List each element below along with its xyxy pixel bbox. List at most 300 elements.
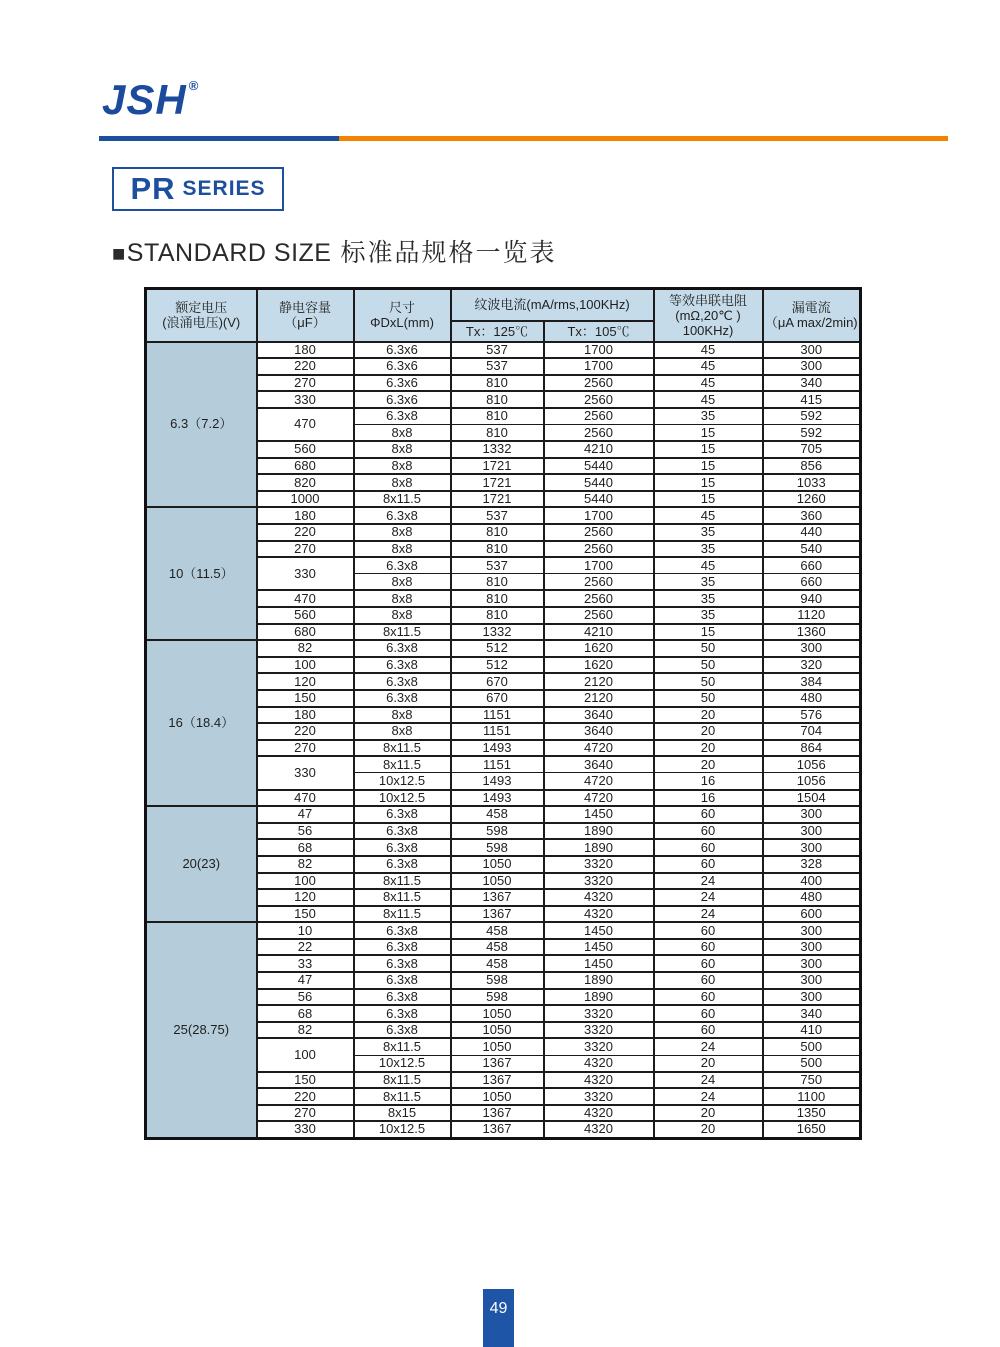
- ripple-105-cell: 4320: [544, 1055, 654, 1072]
- size-cell: 6.3x8: [354, 507, 451, 524]
- esr-cell: 60: [654, 839, 763, 856]
- size-cell: 6.3x8: [354, 989, 451, 1006]
- leakage-header-line2: （μA max/2min): [764, 315, 858, 331]
- leakage-cell: 660: [763, 557, 861, 574]
- ripple-105-cell: 1700: [544, 557, 654, 574]
- esr-cell: 45: [654, 342, 763, 359]
- esr-cell: 24: [654, 873, 763, 890]
- capacitance-cell: 120: [257, 889, 354, 906]
- capacitance-cell: 47: [257, 806, 354, 823]
- col-header-size: [354, 289, 451, 342]
- header-rule: [99, 136, 948, 141]
- leakage-cell: 750: [763, 1072, 861, 1089]
- size-cell: 8x11.5: [354, 491, 451, 508]
- standard-size-table: [144, 287, 862, 1140]
- esr-cell: 35: [654, 408, 763, 425]
- leakage-cell: 500: [763, 1038, 861, 1055]
- ripple-105-cell: 1890: [544, 823, 654, 840]
- capacitance-cell: 180: [257, 342, 354, 359]
- ripple-125-cell: 537: [451, 342, 544, 359]
- esr-cell: 60: [654, 955, 763, 972]
- ripple-105-cell: 4320: [544, 906, 654, 923]
- size-cell: 6.3x8: [354, 939, 451, 956]
- leakage-cell: 320: [763, 657, 861, 674]
- size-cell: 10x12.5: [354, 1121, 451, 1138]
- ripple-125-cell: 1050: [451, 856, 544, 873]
- ripple-105-cell: 2560: [544, 541, 654, 558]
- leakage-cell: 660: [763, 574, 861, 591]
- leakage-cell: 940: [763, 590, 861, 607]
- leakage-cell: 1504: [763, 790, 861, 807]
- esr-cell: 20: [654, 1055, 763, 1072]
- size-cell: 10x12.5: [354, 773, 451, 790]
- leakage-cell: 1650: [763, 1121, 861, 1138]
- capacitance-cell: 33: [257, 955, 354, 972]
- esr-cell: 35: [654, 574, 763, 591]
- ripple-105-cell: 3320: [544, 1038, 654, 1055]
- ripple-125-cell: 598: [451, 989, 544, 1006]
- ripple-105-cell: 1700: [544, 358, 654, 375]
- ripple-125-cell: 512: [451, 640, 544, 657]
- capacitance-cell: 68: [257, 839, 354, 856]
- size-cell: 8x8: [354, 441, 451, 458]
- esr-cell: 45: [654, 358, 763, 375]
- esr-cell: 20: [654, 723, 763, 740]
- size-cell: 8x11.5: [354, 756, 451, 773]
- ripple-105-cell: 2560: [544, 408, 654, 425]
- size-cell: 6.3x8: [354, 657, 451, 674]
- ripple-105-cell: 4210: [544, 441, 654, 458]
- esr-cell: 50: [654, 673, 763, 690]
- registered-mark-icon: ®: [188, 78, 200, 93]
- ripple-105-cell: 1700: [544, 342, 654, 359]
- size-cell: 6.3x8: [354, 640, 451, 657]
- ripple-125-cell: 598: [451, 839, 544, 856]
- capacitance-cell: 680: [257, 458, 354, 475]
- esr-header-line3: 100KHz): [682, 322, 734, 338]
- leakage-cell: 300: [763, 955, 861, 972]
- table-header: [146, 289, 861, 342]
- size-cell: 8x8: [354, 574, 451, 591]
- ripple-105-cell: 1450: [544, 955, 654, 972]
- capacitance-cell: 100: [257, 873, 354, 890]
- esr-cell: 16: [654, 773, 763, 790]
- ripple-125-cell: 537: [451, 507, 544, 524]
- voltage-cell: 25(28.75): [146, 922, 257, 1138]
- ripple-105-cell: 1450: [544, 939, 654, 956]
- section-title: [112, 233, 556, 269]
- ripple-105-cell: 4720: [544, 740, 654, 757]
- ripple-125-cell: 1493: [451, 790, 544, 807]
- leakage-cell: 300: [763, 989, 861, 1006]
- esr-cell: 15: [654, 458, 763, 475]
- jsh-logo: [102, 76, 199, 124]
- capacitance-cell: 56: [257, 989, 354, 1006]
- esr-cell: 35: [654, 590, 763, 607]
- ripple-105-cell: 2560: [544, 524, 654, 541]
- leakage-cell: 864: [763, 740, 861, 757]
- leakage-cell: 1056: [763, 773, 861, 790]
- ripple-125-cell: 1050: [451, 1005, 544, 1022]
- ripple-105-cell: 2560: [544, 574, 654, 591]
- capacitance-cell: 330: [257, 391, 354, 408]
- ripple-105-cell: 3320: [544, 1022, 654, 1039]
- capacitance-cell: 470: [257, 590, 354, 607]
- ripple-125-cell: 670: [451, 673, 544, 690]
- leakage-cell: 300: [763, 806, 861, 823]
- capacitance-cell: 180: [257, 707, 354, 724]
- leakage-cell: 360: [763, 507, 861, 524]
- size-cell: 6.3x6: [354, 391, 451, 408]
- ripple-105-cell: 1450: [544, 806, 654, 823]
- size-cell: 6.3x8: [354, 972, 451, 989]
- leakage-cell: 410: [763, 1022, 861, 1039]
- spec-table-body: [146, 342, 861, 1139]
- esr-cell: 60: [654, 939, 763, 956]
- col-header-tx105: Tx：105℃: [544, 321, 654, 342]
- leakage-cell: 300: [763, 358, 861, 375]
- esr-cell: 20: [654, 756, 763, 773]
- esr-cell: 24: [654, 1038, 763, 1055]
- leakage-cell: 600: [763, 906, 861, 923]
- leakage-cell: 415: [763, 391, 861, 408]
- size-cell: 6.3x8: [354, 557, 451, 574]
- size-cell: 8x8: [354, 541, 451, 558]
- size-cell: 6.3x6: [354, 375, 451, 392]
- esr-cell: 20: [654, 740, 763, 757]
- size-cell: 8x8: [354, 458, 451, 475]
- header-row-main: [146, 289, 861, 321]
- ripple-125-cell: 1151: [451, 723, 544, 740]
- esr-cell: 60: [654, 989, 763, 1006]
- esr-cell: 24: [654, 906, 763, 923]
- esr-cell: 15: [654, 441, 763, 458]
- size-cell: 8x11.5: [354, 873, 451, 890]
- capacitance-cell: 1000: [257, 491, 354, 508]
- esr-header-line1: 等效串联电阻: [669, 292, 748, 308]
- size-cell: 6.3x8: [354, 839, 451, 856]
- ripple-125-cell: 810: [451, 590, 544, 607]
- leakage-cell: 300: [763, 640, 861, 657]
- leakage-cell: 500: [763, 1055, 861, 1072]
- capacitance-cell: 150: [257, 690, 354, 707]
- leakage-cell: 340: [763, 1005, 861, 1022]
- size-cell: 6.3x8: [354, 806, 451, 823]
- capacitance-cell: 120: [257, 673, 354, 690]
- size-cell: 10x12.5: [354, 1055, 451, 1072]
- size-header-line1: 尺寸: [388, 300, 415, 316]
- esr-cell: 15: [654, 624, 763, 641]
- ripple-105-cell: 4720: [544, 773, 654, 790]
- ripple-105-cell: 4320: [544, 889, 654, 906]
- ripple-125-cell: 810: [451, 408, 544, 425]
- leakage-cell: 705: [763, 441, 861, 458]
- ripple-125-cell: 1050: [451, 873, 544, 890]
- size-cell: 6.3x8: [354, 823, 451, 840]
- ripple-105-cell: 5440: [544, 474, 654, 491]
- ripple-125-cell: 458: [451, 939, 544, 956]
- leakage-cell: 480: [763, 889, 861, 906]
- voltage-header-line2: (浪涌电压)(V): [162, 315, 241, 331]
- ripple-125-cell: 810: [451, 574, 544, 591]
- ripple-105-cell: 2560: [544, 375, 654, 392]
- esr-cell: 60: [654, 922, 763, 939]
- ripple-125-cell: 1367: [451, 1072, 544, 1089]
- capacitance-cell: 330: [257, 557, 354, 590]
- voltage-cell: 20(23): [146, 806, 257, 922]
- ripple-105-cell: 4320: [544, 1121, 654, 1138]
- leakage-header-line1: 漏電流: [791, 300, 831, 316]
- leakage-cell: 340: [763, 375, 861, 392]
- ripple-125-cell: 1721: [451, 491, 544, 508]
- size-cell: 6.3x6: [354, 358, 451, 375]
- capacitance-cell: 82: [257, 1022, 354, 1039]
- capacitance-cell: 220: [257, 723, 354, 740]
- ripple-125-cell: 1721: [451, 458, 544, 475]
- col-header-voltage: [146, 289, 257, 342]
- voltage-cell: 16（18.4）: [146, 640, 257, 806]
- ripple-105-cell: 3320: [544, 1088, 654, 1105]
- voltage-header-line1: 额定电压: [175, 300, 228, 316]
- ripple-105-cell: 1890: [544, 972, 654, 989]
- esr-header-line2: (mΩ,20℃ ): [675, 307, 741, 323]
- ripple-125-cell: 810: [451, 391, 544, 408]
- ripple-125-cell: 1332: [451, 441, 544, 458]
- ripple-125-cell: 1050: [451, 1088, 544, 1105]
- table-row: [146, 342, 861, 359]
- ripple-125-cell: 1367: [451, 1055, 544, 1072]
- esr-cell: 45: [654, 391, 763, 408]
- ripple-105-cell: 3640: [544, 756, 654, 773]
- leakage-cell: 300: [763, 972, 861, 989]
- ripple-125-cell: 810: [451, 541, 544, 558]
- leakage-cell: 704: [763, 723, 861, 740]
- leakage-cell: 856: [763, 458, 861, 475]
- size-cell: 6.3x6: [354, 342, 451, 359]
- col-header-tx125: Tx：125℃: [451, 321, 544, 342]
- ripple-125-cell: 1050: [451, 1038, 544, 1055]
- size-cell: 8x8: [354, 474, 451, 491]
- capacitance-cell: 560: [257, 441, 354, 458]
- esr-cell: 35: [654, 607, 763, 624]
- capacitance-cell: 330: [257, 756, 354, 789]
- capacitance-cell: 270: [257, 375, 354, 392]
- ripple-105-cell: 2560: [544, 391, 654, 408]
- capacitance-cell: 82: [257, 856, 354, 873]
- size-cell: 6.3x8: [354, 856, 451, 873]
- esr-cell: 50: [654, 657, 763, 674]
- size-cell: 8x11.5: [354, 1038, 451, 1055]
- ripple-105-cell: 1700: [544, 507, 654, 524]
- leakage-cell: 300: [763, 922, 861, 939]
- size-cell: 8x8: [354, 607, 451, 624]
- leakage-cell: 1360: [763, 624, 861, 641]
- esr-cell: 24: [654, 889, 763, 906]
- series-name: PR: [130, 171, 176, 206]
- esr-cell: 50: [654, 640, 763, 657]
- leakage-cell: 300: [763, 823, 861, 840]
- capacitance-cell: 100: [257, 1038, 354, 1071]
- black-square-icon: ■: [112, 241, 126, 266]
- rule-blue-segment: [99, 136, 339, 141]
- capacitance-header-line2: （μF）: [284, 315, 326, 331]
- series-badge: [112, 167, 284, 211]
- ripple-125-cell: 512: [451, 657, 544, 674]
- capacitance-cell: 820: [257, 474, 354, 491]
- ripple-105-cell: 1890: [544, 839, 654, 856]
- capacitance-cell: 82: [257, 640, 354, 657]
- capacitance-cell: 220: [257, 1088, 354, 1105]
- size-cell: 8x11.5: [354, 1072, 451, 1089]
- capacitance-cell: 56: [257, 823, 354, 840]
- leakage-cell: 300: [763, 839, 861, 856]
- page-number: 49: [483, 1289, 514, 1347]
- ripple-125-cell: 810: [451, 375, 544, 392]
- ripple-125-cell: 810: [451, 424, 544, 441]
- esr-cell: 20: [654, 1105, 763, 1122]
- size-cell: 8x15: [354, 1105, 451, 1122]
- ripple-105-cell: 2560: [544, 607, 654, 624]
- ripple-125-cell: 810: [451, 524, 544, 541]
- leakage-cell: 480: [763, 690, 861, 707]
- capacitance-cell: 470: [257, 790, 354, 807]
- ripple-125-cell: 1151: [451, 756, 544, 773]
- section-title-zh: 标准品规格一览表: [340, 239, 557, 267]
- ripple-125-cell: 1721: [451, 474, 544, 491]
- capacitance-cell: 100: [257, 657, 354, 674]
- ripple-125-cell: 1151: [451, 707, 544, 724]
- col-header-capacitance: [257, 289, 354, 342]
- leakage-cell: 1260: [763, 491, 861, 508]
- ripple-125-cell: 1493: [451, 773, 544, 790]
- ripple-105-cell: 4320: [544, 1105, 654, 1122]
- size-cell: 8x8: [354, 707, 451, 724]
- capacitance-cell: 270: [257, 740, 354, 757]
- ripple-105-cell: 2560: [544, 424, 654, 441]
- esr-cell: 60: [654, 1022, 763, 1039]
- esr-cell: 45: [654, 507, 763, 524]
- esr-cell: 20: [654, 1121, 763, 1138]
- capacitance-cell: 150: [257, 1072, 354, 1089]
- logo-text: JSH: [102, 76, 187, 123]
- ripple-125-cell: 1367: [451, 906, 544, 923]
- size-cell: 8x11.5: [354, 740, 451, 757]
- ripple-105-cell: 2560: [544, 590, 654, 607]
- capacitance-cell: 330: [257, 1121, 354, 1138]
- size-cell: 10x12.5: [354, 790, 451, 807]
- table-row: [146, 640, 861, 657]
- table-row: [146, 922, 861, 939]
- capacitance-cell: 180: [257, 507, 354, 524]
- leakage-cell: 328: [763, 856, 861, 873]
- ripple-125-cell: 810: [451, 607, 544, 624]
- ripple-105-cell: 3320: [544, 856, 654, 873]
- esr-cell: 20: [654, 707, 763, 724]
- series-word: SERIES: [182, 177, 266, 200]
- esr-cell: 24: [654, 1088, 763, 1105]
- capacitance-cell: 150: [257, 906, 354, 923]
- esr-cell: 60: [654, 806, 763, 823]
- ripple-125-cell: 598: [451, 823, 544, 840]
- esr-cell: 15: [654, 474, 763, 491]
- esr-cell: 45: [654, 557, 763, 574]
- ripple-125-cell: 1367: [451, 889, 544, 906]
- ripple-125-cell: 537: [451, 358, 544, 375]
- ripple-105-cell: 1620: [544, 657, 654, 674]
- ripple-105-cell: 1620: [544, 640, 654, 657]
- capacitance-cell: 68: [257, 1005, 354, 1022]
- ripple-105-cell: 1890: [544, 989, 654, 1006]
- capacitance-cell: 470: [257, 408, 354, 441]
- size-header-line2: ΦDxL(mm): [370, 315, 434, 331]
- rule-orange-segment: [339, 136, 948, 141]
- size-cell: 8x8: [354, 424, 451, 441]
- size-cell: 6.3x8: [354, 1005, 451, 1022]
- section-title-en: STANDARD SIZE: [126, 239, 332, 267]
- ripple-125-cell: 1367: [451, 1121, 544, 1138]
- size-cell: 8x11.5: [354, 1088, 451, 1105]
- ripple-125-cell: 1332: [451, 624, 544, 641]
- ripple-105-cell: 4210: [544, 624, 654, 641]
- ripple-105-cell: 3320: [544, 873, 654, 890]
- leakage-cell: 576: [763, 707, 861, 724]
- size-cell: 8x11.5: [354, 906, 451, 923]
- ripple-105-cell: 2120: [544, 673, 654, 690]
- ripple-105-cell: 3320: [544, 1005, 654, 1022]
- leakage-cell: 592: [763, 424, 861, 441]
- leakage-cell: 440: [763, 524, 861, 541]
- leakage-cell: 1033: [763, 474, 861, 491]
- leakage-cell: 300: [763, 939, 861, 956]
- leakage-cell: 384: [763, 673, 861, 690]
- esr-cell: 45: [654, 375, 763, 392]
- size-cell: 8x11.5: [354, 889, 451, 906]
- leakage-cell: 540: [763, 541, 861, 558]
- ripple-105-cell: 1450: [544, 922, 654, 939]
- voltage-cell: 10（11.5）: [146, 507, 257, 640]
- ripple-125-cell: 1367: [451, 1105, 544, 1122]
- ripple-125-cell: 670: [451, 690, 544, 707]
- esr-cell: 24: [654, 1072, 763, 1089]
- esr-cell: 16: [654, 790, 763, 807]
- size-cell: 6.3x8: [354, 673, 451, 690]
- capacitance-cell: 220: [257, 524, 354, 541]
- size-cell: 6.3x8: [354, 1022, 451, 1039]
- size-cell: 8x8: [354, 590, 451, 607]
- leakage-cell: 1120: [763, 607, 861, 624]
- capacitance-cell: 47: [257, 972, 354, 989]
- leakage-cell: 300: [763, 342, 861, 359]
- leakage-cell: 400: [763, 873, 861, 890]
- capacitance-cell: 270: [257, 1105, 354, 1122]
- size-cell: 6.3x8: [354, 922, 451, 939]
- ripple-105-cell: 3640: [544, 723, 654, 740]
- esr-cell: 35: [654, 541, 763, 558]
- ripple-125-cell: 598: [451, 972, 544, 989]
- col-header-ripple-current: 纹波电流(mA/rms,100KHz): [451, 289, 654, 321]
- capacitance-cell: 220: [257, 358, 354, 375]
- size-cell: 6.3x8: [354, 955, 451, 972]
- ripple-125-cell: 458: [451, 955, 544, 972]
- ripple-125-cell: 458: [451, 922, 544, 939]
- leakage-cell: 1056: [763, 756, 861, 773]
- ripple-105-cell: 5440: [544, 491, 654, 508]
- size-cell: 8x8: [354, 723, 451, 740]
- ripple-105-cell: 3640: [544, 707, 654, 724]
- ripple-125-cell: 1493: [451, 740, 544, 757]
- esr-cell: 50: [654, 690, 763, 707]
- ripple-125-cell: 537: [451, 557, 544, 574]
